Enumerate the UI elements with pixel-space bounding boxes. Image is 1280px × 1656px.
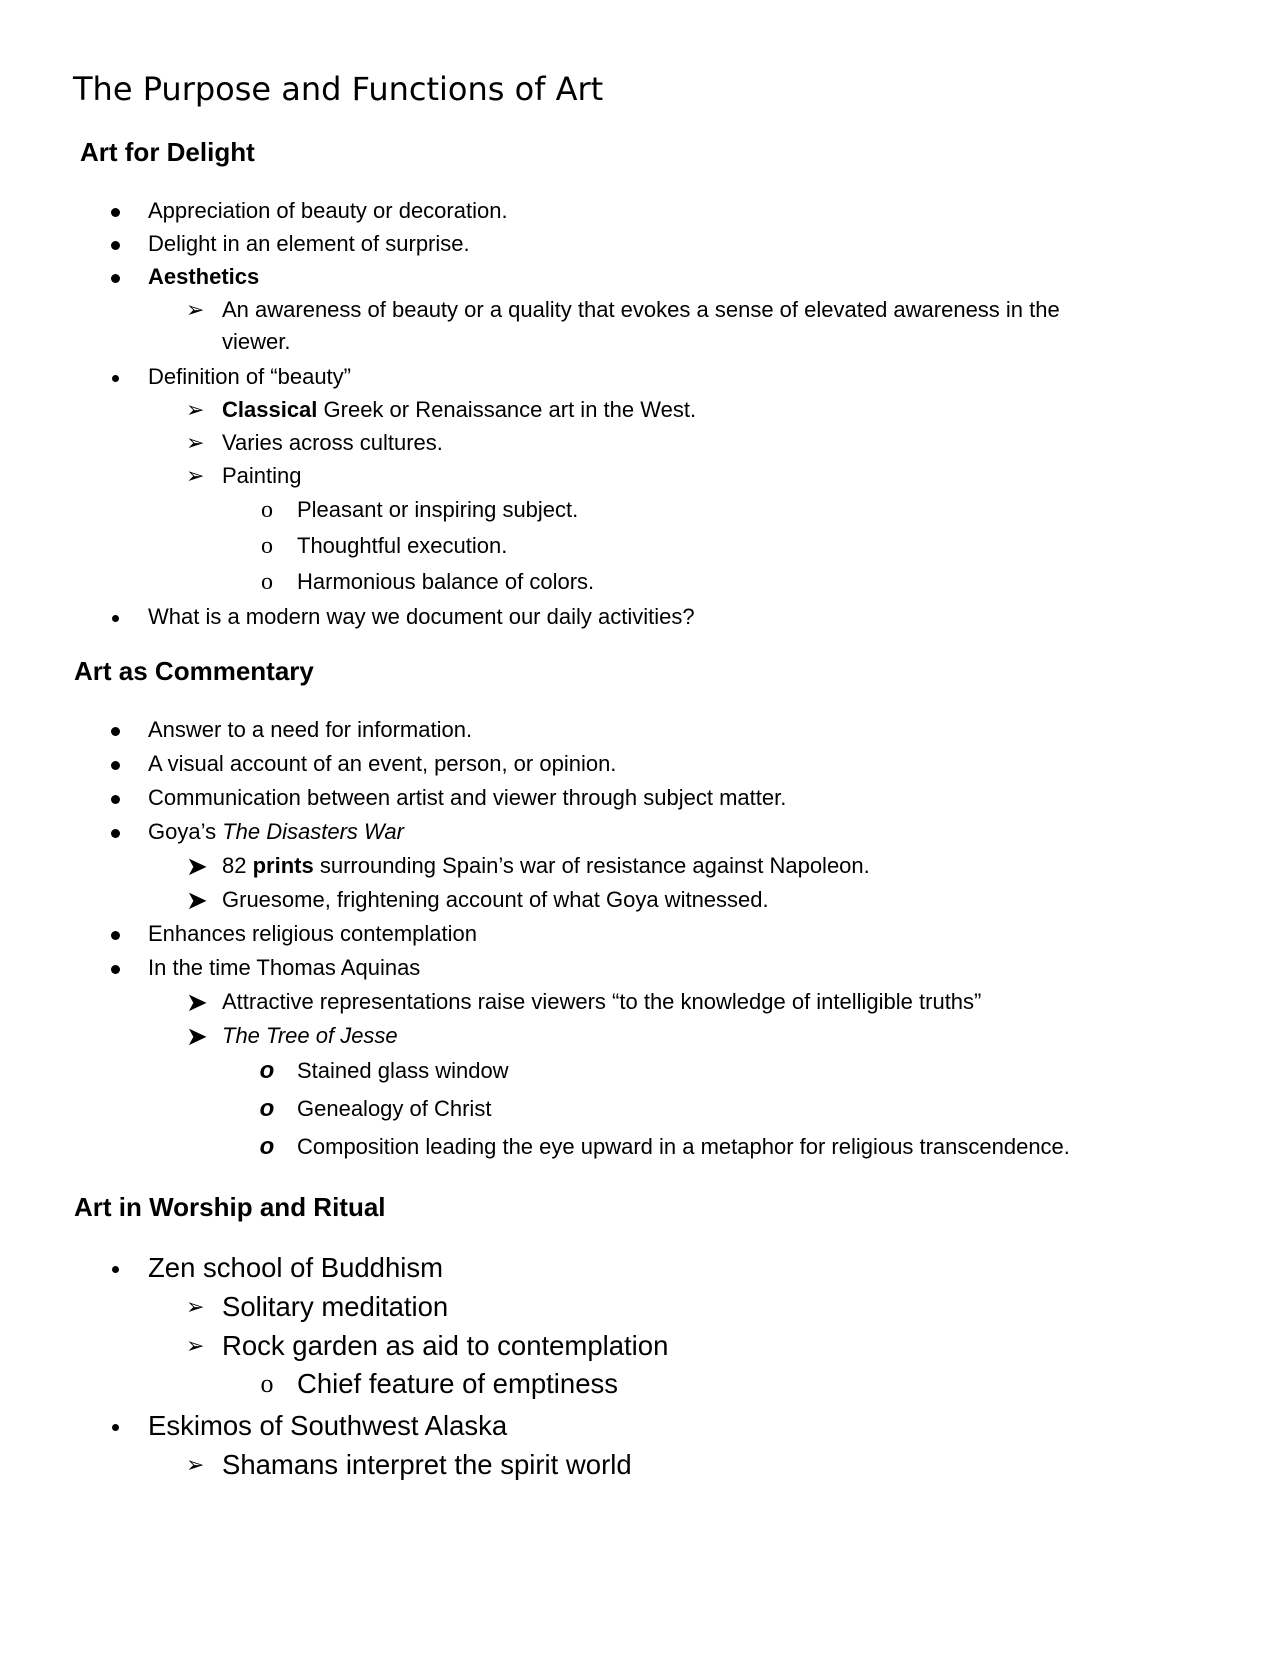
list-item: Delight in an element of surprise.	[148, 231, 470, 257]
page-title: The Purpose and Functions of Art	[73, 70, 604, 108]
bullet-icon	[108, 819, 122, 845]
list-item: What is a modern way we document our daily activities?	[148, 604, 695, 630]
list-item: ➤ The Tree of Jesse	[186, 1021, 398, 1051]
list-item: Definition of “beauty”	[148, 364, 351, 390]
list-item: ➤ Gruesome, frightening account of what Goya witnessed.	[186, 885, 769, 915]
arrow-bullet-icon: ➤	[186, 1021, 208, 1051]
circle-bullet-icon: o	[260, 1369, 274, 1398]
bullet-icon	[108, 1410, 122, 1442]
list-item: o Chief feature of emptiness	[260, 1368, 619, 1399]
bullet-icon	[108, 604, 122, 630]
circle-bullet-icon: o	[261, 497, 273, 523]
arrow-bullet-icon: ➢	[186, 297, 205, 322]
list-item: Appreciation of beauty or decoration.	[148, 198, 508, 224]
bullet-icon	[108, 231, 122, 257]
list-item: ➢ An awareness of beauty or a quality that evokes a sense of elevated awareness in the viewer.	[186, 297, 1060, 354]
arrow-bullet-icon: ➢	[186, 1452, 205, 1477]
circle-bullet-icon: o	[259, 1095, 275, 1122]
arrow-bullet-icon: ➢	[186, 1294, 205, 1319]
list-item: Zen school of Buddhism	[148, 1252, 443, 1284]
bullet-icon	[108, 751, 122, 777]
bullet-icon	[108, 717, 122, 743]
list-item: ➢ Shamans interpret the spirit world	[186, 1449, 632, 1480]
list-item: ➤ 82 prints surrounding Spain’s war of resistance against Napoleon.	[186, 851, 870, 881]
arrow-bullet-icon: ➢	[186, 397, 205, 422]
list-item: ➤ Attractive representations raise viewers “to the knowledge of intelligible truths”	[186, 987, 982, 1017]
list-item: o Genealogy of Christ	[259, 1095, 492, 1122]
section-heading-commentary: Art as Commentary	[74, 656, 314, 686]
list-item: Eskimos of Southwest Alaska	[148, 1410, 507, 1442]
list-item: o Stained glass window	[259, 1057, 509, 1084]
bullet-icon	[108, 921, 122, 947]
circle-bullet-icon: o	[259, 1133, 275, 1160]
bullet-icon	[108, 198, 122, 224]
list-item: Communication between artist and viewer through subject matter.	[148, 785, 786, 811]
circle-bullet-icon: o	[261, 533, 273, 559]
section-heading-worship: Art in Worship and Ritual	[74, 1192, 386, 1222]
arrow-bullet-icon: ➤	[186, 885, 208, 915]
list-item: Goya’s The Disasters War	[148, 819, 404, 845]
bullet-icon	[108, 1252, 122, 1284]
circle-bullet-icon: o	[261, 569, 273, 595]
list-item: In the time Thomas Aquinas	[148, 955, 420, 981]
arrow-bullet-icon: ➤	[186, 851, 208, 881]
list-item: o Thoughtful execution.	[261, 533, 508, 559]
list-item: ➢ Painting	[186, 463, 302, 488]
list-item: ➢ Classical Greek or Renaissance art in the West.	[186, 397, 697, 422]
list-item: o Pleasant or inspiring subject.	[261, 497, 579, 523]
list-item: A visual account of an event, person, or opinion.	[148, 751, 616, 777]
bullet-icon	[108, 264, 122, 290]
list-item: ➢ Rock garden as aid to contemplation	[186, 1330, 669, 1361]
bullet-icon	[108, 955, 122, 981]
arrow-bullet-icon: ➢	[186, 430, 205, 455]
list-item: Aesthetics	[148, 264, 259, 290]
section-heading-delight: Art for Delight	[80, 137, 255, 167]
list-item: Enhances religious contemplation	[148, 921, 477, 947]
arrow-bullet-icon: ➢	[186, 1333, 205, 1358]
arrow-bullet-icon: ➢	[186, 463, 205, 488]
list-item: ➢ Solitary meditation	[186, 1291, 449, 1322]
arrow-bullet-icon: ➤	[186, 987, 208, 1017]
circle-bullet-icon: o	[259, 1057, 275, 1084]
bullet-icon	[108, 785, 122, 811]
bullet-icon	[108, 364, 122, 390]
list-item: Answer to a need for information.	[148, 717, 472, 743]
list-item: o Composition leading the eye upward in a metaphor for religious transcendence.	[259, 1133, 1070, 1160]
list-item: ➢ Varies across cultures.	[186, 430, 443, 455]
list-item: o Harmonious balance of colors.	[261, 569, 595, 595]
